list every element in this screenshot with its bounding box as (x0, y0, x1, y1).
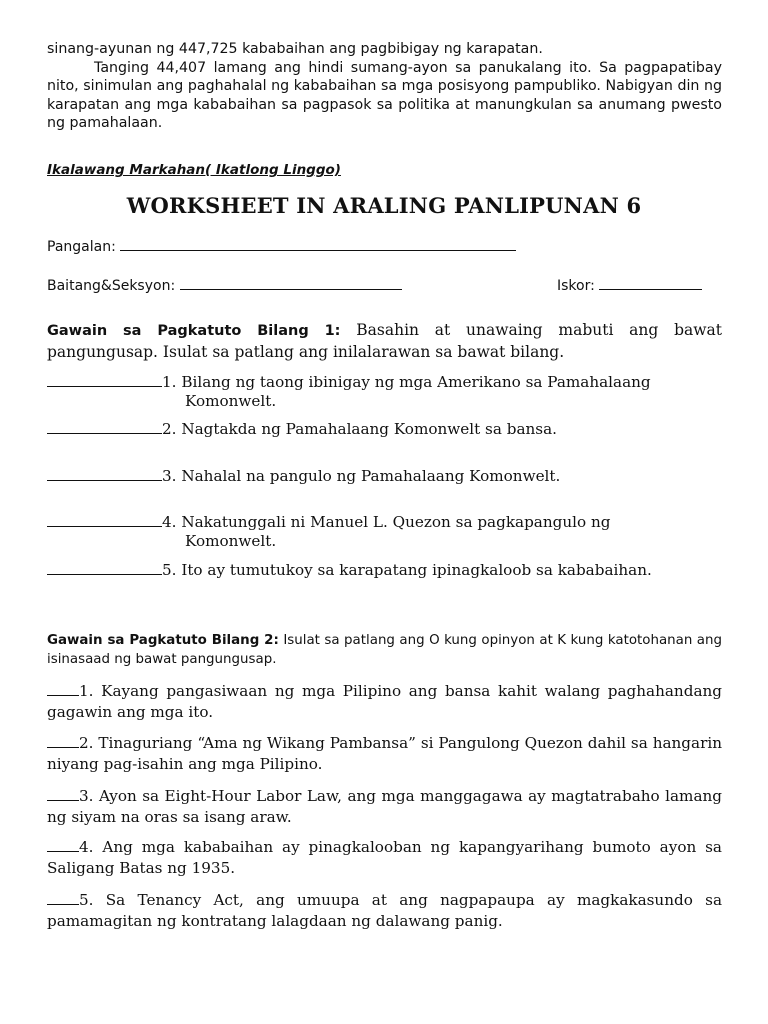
item-text: 4. Ang mga kababaihan ay pinagkalooban ng kapangyarihang bumoto ayon sa Saligang Batas ng 1935. (47, 838, 722, 877)
item-text-continued: Komonwelt. (185, 532, 277, 550)
answer-blank (47, 513, 162, 527)
item-text: 1. Bilang ng taong ibinigay ng mga Amerikano sa Pamahalaang (162, 373, 651, 391)
gawain-2-item (47, 733, 722, 775)
gawain-1-item (47, 467, 722, 486)
gawain-1-item (47, 561, 722, 580)
item-text-continued: Komonwelt. (185, 392, 277, 410)
intro-line-1: sinang-ayunan ng 447,725 kababaihan ang pagbibigay ng karapatan. (47, 41, 543, 57)
name-field (47, 238, 516, 255)
gawain-1-item (47, 513, 722, 551)
item-text: 5. Sa Tenancy Act, ang umuupa at ang nagpapaupa ay magkakasundo sa pamamagitan ng kontratang lalagdaan ng dalawang panig. (47, 891, 722, 930)
answer-blank (47, 787, 79, 801)
gawain-2-item (47, 786, 722, 828)
answer-blank (47, 682, 79, 696)
score-field (557, 277, 702, 294)
answer-blank (47, 891, 79, 905)
gawain-1-instruction: Basahin at unawaing mabuti ang bawat pangungusap. Isulat sa patlang ang inilalarawan sa bawat bilang. (47, 321, 722, 361)
intro-text (47, 40, 722, 133)
gawain-2-instructions (47, 632, 722, 669)
item-text: 2. Nagtakda ng Pamahalaang Komonwelt sa bansa. (162, 420, 557, 438)
answer-blank (47, 838, 79, 852)
item-text: 3. Ayon sa Eight-Hour Labor Law, ang mga manggagawa ay magtatrabaho lamang ng siyam na oras sa isang araw. (47, 787, 722, 826)
item-text: 3. Nahalal na pangulo ng Pamahalaang Komonwelt. (162, 467, 561, 485)
gawain-1-item (47, 373, 722, 411)
gawain-1-heading: Gawain sa Pagkatuto Bilang 1: (47, 323, 341, 339)
gawain-1-item (47, 420, 722, 439)
item-text: 1. Kayang pangasiwaan ng mga Pilipino ang bansa kahit walang paghahandang gagawin ang mga ito. (47, 682, 722, 721)
gawain-2-heading: Gawain sa Pagkatuto Bilang 2: (47, 633, 279, 648)
gawain-2-item (47, 890, 722, 932)
gawain-2-instruction: Isulat sa patlang ang O kung opinyon at K kung katotohanan ang isinasaad ng bawat pangungusap. (47, 633, 722, 667)
gawain-2-item (47, 681, 722, 723)
answer-blank (47, 467, 162, 481)
answer-blank (47, 561, 162, 575)
gawain-2-item (47, 837, 722, 879)
quarter-heading: Ikalawang Markahan( Ikatlong Linggo) (47, 162, 341, 178)
score-label: Iskor: (557, 278, 595, 294)
item-text: 5. Ito ay tumutukoy sa karapatang ipinagkaloob sa kababaihan. (162, 561, 652, 579)
section-field (47, 277, 402, 294)
section-label: Baitang&Seksyon: (47, 278, 176, 294)
answer-blank (47, 734, 79, 748)
worksheet-title: WORKSHEET IN ARALING PANLIPUNAN 6 (126, 193, 642, 218)
score-blank-line (599, 277, 702, 290)
intro-paragraph-2: Tanging 44,407 lamang ang hindi sumang-ayon sa panukalang ito. Sa pagpapatibay nito, sinimulan ang paghahalal ng kababaihan sa mga posisyong pampubliko. Nabigyan din ng karapatan ang mga kababaihan sa pagpasok sa politika at manungkulan sa anumang pwesto ng pamahalaan. (47, 59, 722, 131)
answer-blank (47, 373, 162, 387)
name-label: Pangalan: (47, 239, 116, 255)
item-text: 2. Tinaguriang “Ama ng Wikang Pambansa” si Pangulong Quezon dahil sa hangarin niyang pag-isahin ang mga Pilipino. (47, 734, 722, 773)
section-blank-line (180, 277, 402, 290)
gawain-1-instructions (47, 320, 722, 363)
item-text: 4. Nakatunggali ni Manuel L. Quezon sa pagkapangulo ng (162, 513, 611, 531)
name-blank-line (120, 238, 516, 251)
answer-blank (47, 420, 162, 434)
